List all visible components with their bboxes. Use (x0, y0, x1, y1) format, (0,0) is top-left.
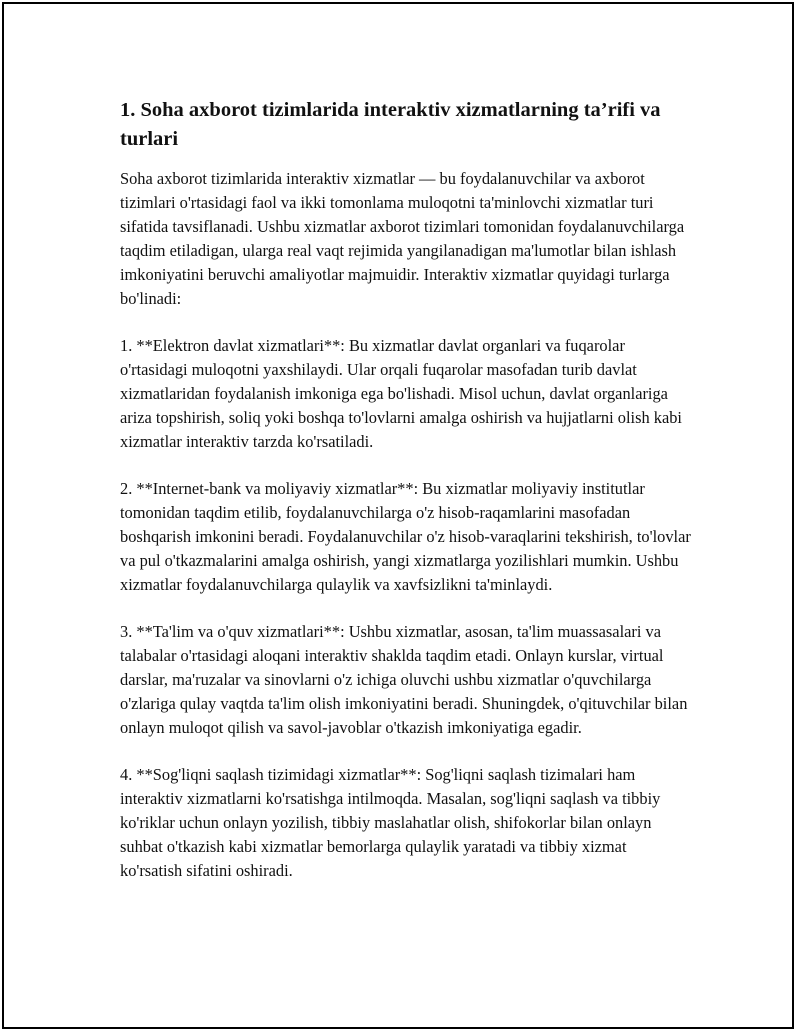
paragraph-education-services: 3. **Ta'lim va o'quv xizmatlari**: Ushbu xizmatlar, asosan, ta'lim muassasalari va talabalar o'rtasidagi aloqani interaktiv shaklda taqdim etadi. Onlayn kurslar, virtual darslar, ma'ruzalar va sinovlarni o'z ichiga oluvchi ushbu xizmatlar o'quvchilarga o'zlariga qulay vaqtda ta'lim olish imkoniyatini beradi. Shuningdek, o'qituvchilar bilan onlayn muloqot qilish va savol-javoblar o'tkazish imkoniyatiga egadir. (120, 622, 688, 737)
paragraph-internet-banking-services: 2. **Internet-bank va moliyaviy xizmatlar**: Bu xizmatlar moliyaviy institutlar tomonidan taqdim etilib, foydalanuvchilarga o'z hisob-raqamlarini masofadan boshqarish imkonini beradi. Foydalanuvchilar o'z hisob-varaqlarini tekshirish, to'lovlar va pul o'tkazmalarini amalga oshirish, yangi xizmatlarga yozilishlari mumkin. Ushbu xizmatlar foydalanuvchilarga qulaylik va xavfsizlikni ta'minlaydi. (120, 479, 691, 594)
intro-paragraph: Soha axborot tizimlarida interaktiv xizmatlar — bu foydalanuvchilar va axborot tizimlari o'rtasidagi faol va ikki tomonlama muloqotni ta'minlovchi xizmatlar turi sifatida tavsiflanadi. Ushbu xizmatlar axborot tizimlari tomonidan foydalanuvchilarga taqdim etiladigan, ularga real vaqt rejimida yangilanadigan ma'lumotlar bilan ishlash imkoniyatini beruvchi amaliyotlar majmuidir. Interaktiv xizmatlar quyidagi turlarga bo'linadi: (120, 169, 685, 308)
document-page (2, 2, 794, 1029)
paragraph-e-government-services: 1. **Elektron davlat xizmatlari**: Bu xizmatlar davlat organlari va fuqarolar o'rtasidagi muloqotni yaxshilaydi. Ular orqali fuqarolar masofadan turib davlat xizmatlaridan foydalanish imkoniga ega bo'lishadi. Misol uchun, davlat organlariga ariza topshirish, soliq yoki boshqa to'lovlarni amalga oshirish va hujjatlarni olish kabi xizmatlar interaktiv tarzda ko'rsatiladi. (120, 336, 682, 451)
document-body (120, 96, 692, 906)
paragraph-healthcare-services: 4. **Sog'liqni saqlash tizimidagi xizmatlar**: Sog'liqni saqlash tizimalari ham interaktiv xizmatlarni ko'rsatishga intilmoqda. Masalan, sog'liqni saqlash va tibbiy ko'riklar uchun onlayn yozilish, tibbiy maslahatlar olish, shifokorlar bilan onlayn suhbat o'tkazish kabi xizmatlar bemorlarga qulaylik yaratadi va tibbiy xizmat ko'rsatish sifatini oshiradi. (120, 765, 661, 880)
section-heading: 1. Soha axborot tizimlarida interaktiv xizmatlarning ta’rifi va turlari (120, 99, 661, 150)
